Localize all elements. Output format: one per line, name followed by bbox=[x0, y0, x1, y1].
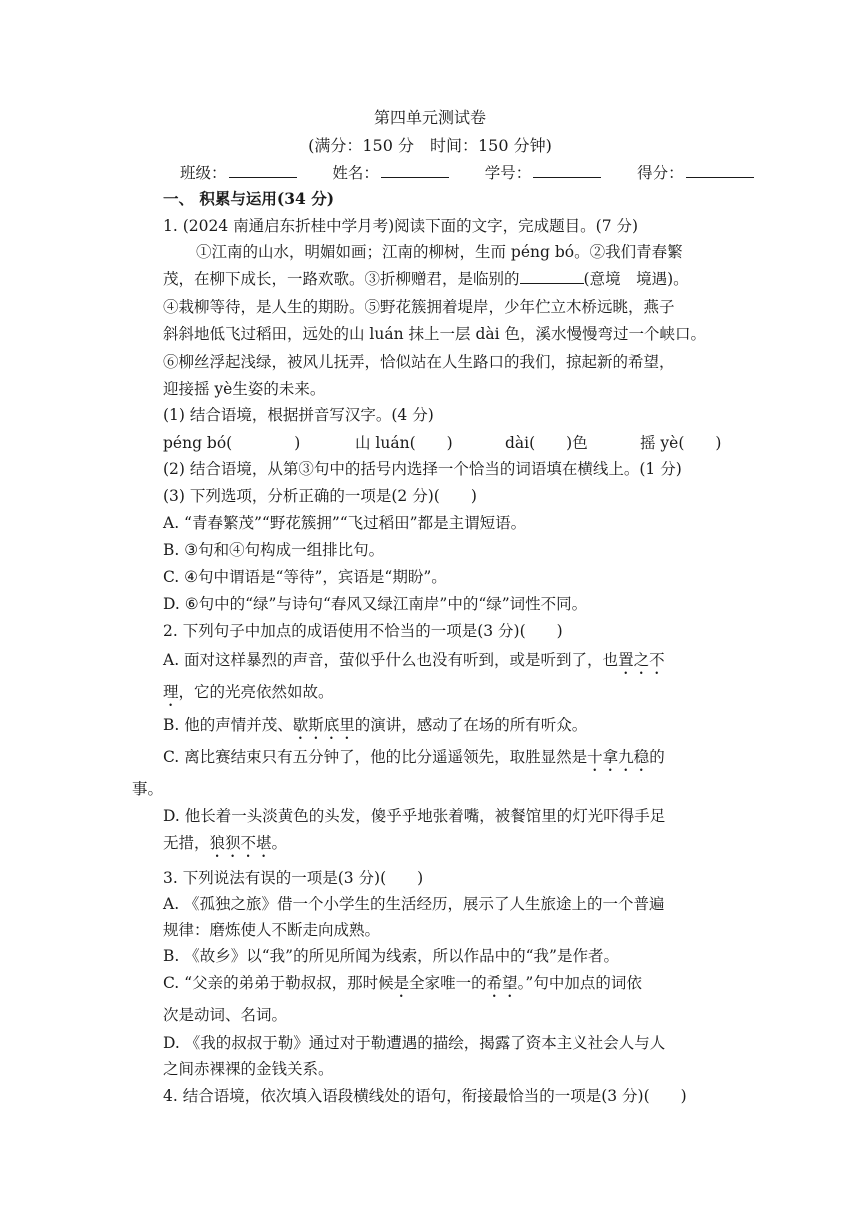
option-text: 。 bbox=[271, 834, 288, 852]
option-text: 。”句中加点的词依 bbox=[517, 974, 642, 992]
q1-passage-line: ⑥柳丝浮起浅绿，被风儿抚弄，恰似站在人生路口的我们，掠起新的希望， bbox=[163, 353, 675, 371]
q1-sub3: (3) 下列选项，分析正确的一项是(2 分)( ) bbox=[163, 487, 477, 505]
q1-passage-line: 斜斜地低飞过稻田，远处的山 luán 抹上一层 dài 色，溪水慢慢弯过一个峡口。 bbox=[163, 325, 706, 343]
answer-blank[interactable] bbox=[520, 268, 584, 284]
option-text: 的 bbox=[649, 748, 665, 766]
option-c-cont: 事。 bbox=[132, 780, 164, 798]
dotted-idiom: 理 bbox=[163, 683, 179, 701]
passage-text: (意境 境遇)。 bbox=[583, 270, 689, 288]
pinyin-item: péng bó( ) bbox=[163, 434, 301, 452]
q1-sub1: (1) 结合语境，根据拼音写汉字。(4 分) bbox=[163, 406, 434, 424]
dotted-idiom: 置之不 bbox=[618, 651, 665, 669]
option-c-cont: 次是动词、名词。 bbox=[163, 1006, 288, 1024]
exam-subtitle: (满分：150 分 时间：150 分钟) bbox=[308, 136, 552, 155]
dotted-word: 希望 bbox=[486, 974, 518, 992]
dotted-idiom: 十拿九稳 bbox=[587, 748, 650, 766]
class-field[interactable] bbox=[229, 162, 297, 178]
q1-passage-line: ①江南的山水，明媚如画；江南的柳树，生而 péng bó。②我们青春繁 bbox=[196, 243, 683, 261]
option-d-cont bbox=[163, 831, 287, 861]
score-label: 得分： bbox=[637, 164, 684, 182]
q3-stem: 3. 下列说法有误的一项是(3 分)( ) bbox=[163, 869, 424, 887]
option-d: D. 《我的叔叔于勒》通过对于勒遭遇的描绘，揭露了资本主义社会人与人 bbox=[163, 1034, 666, 1052]
name-label: 姓名： bbox=[332, 164, 379, 182]
option-text: 全家唯一的 bbox=[409, 974, 487, 992]
pinyin-item: dài( )色 bbox=[505, 434, 588, 452]
q1-passage-line: 迎接摇 yè生姿的未来。 bbox=[163, 380, 326, 398]
dotted-word: 是 bbox=[393, 974, 410, 992]
option-a: A. 《孤独之旅》借一个小学生的生活经历，展示了人生旅途上的一个普遍 bbox=[163, 895, 665, 913]
id-label: 学号： bbox=[484, 164, 532, 182]
dotted-idiom: 狼狈不堪 bbox=[209, 834, 272, 852]
option-a-cont: 规律：磨炼使人不断走向成熟。 bbox=[163, 921, 381, 939]
student-info-row bbox=[180, 161, 754, 185]
option-a: A. “青春繁茂”“野花簇拥”“飞过稻田”都是主谓短语。 bbox=[163, 514, 527, 532]
score-field[interactable] bbox=[686, 162, 754, 178]
option-text: C. “父亲的弟弟于勒叔叔，那时候 bbox=[163, 974, 394, 992]
q1-passage-line bbox=[163, 267, 689, 291]
option-d: D. 他长着一头淡黄色的头发，傻乎乎地张着嘴，被餐馆里的灯光吓得手足 bbox=[163, 807, 666, 825]
option-c bbox=[163, 745, 665, 775]
option-a-cont bbox=[163, 680, 334, 710]
option-text: 的演讲，感动了在场的所有听众。 bbox=[354, 716, 588, 734]
id-field[interactable] bbox=[533, 162, 601, 178]
option-text: A. 面对这样暴烈的声音，萤似乎什么也没有听到，或是听到了，也 bbox=[163, 651, 619, 669]
pinyin-item: 山 luán( ) bbox=[355, 434, 453, 452]
option-d-cont: 之间赤裸裸的金钱关系。 bbox=[163, 1060, 334, 1078]
option-text: C. 离比赛结束只有五分钟了，他的比分遥遥领先，取胜显然是 bbox=[163, 748, 588, 766]
class-label: 班级： bbox=[180, 164, 227, 182]
page-title: 第四单元测试卷 bbox=[373, 108, 486, 127]
q1-sub2: (2) 结合语境，从第③句中的括号内选择一个恰当的词语填在横线上。(1 分) bbox=[163, 460, 682, 478]
option-text: ，它的光亮依然如故。 bbox=[178, 683, 334, 701]
section-heading: 一、 积累与运用(34 分) bbox=[163, 189, 335, 208]
q1-stem: 1. (2024 南通启东折桂中学月考)阅读下面的文字，完成题目。(7 分) bbox=[163, 217, 639, 235]
option-b: B. 《故乡》以“我”的所见所闻为线索，所以作品中的“我”是作者。 bbox=[163, 947, 619, 965]
option-d: D. ⑥句中的“绿”与诗句“春风又绿江南岸”中的“绿”词性不同。 bbox=[163, 595, 588, 613]
option-b bbox=[163, 713, 587, 743]
q1-passage-line: ④栽柳等待，是人生的期盼。⑤野花簇拥着堤岸，少年伫立木桥远眺，燕子 bbox=[163, 298, 675, 316]
option-text: 无措， bbox=[163, 834, 210, 852]
dotted-idiom: 歇斯底里 bbox=[292, 716, 355, 734]
option-c bbox=[163, 971, 642, 1001]
pinyin-item: 摇 yè( ) bbox=[640, 434, 722, 452]
option-c: C. ④句中谓语是“等待”，宾语是“期盼”。 bbox=[163, 568, 447, 586]
name-field[interactable] bbox=[381, 162, 449, 178]
q4-stem: 4. 结合语境，依次填入语段横线处的语句，衔接最恰当的一项是(3 分)( ) bbox=[163, 1087, 687, 1105]
option-b: B. ③句和④句构成一组排比句。 bbox=[163, 541, 385, 559]
option-text: B. 他的声情并茂、 bbox=[163, 716, 293, 734]
q2-stem: 2. 下列句子中加点的成语使用不恰当的一项是(3 分)( ) bbox=[163, 622, 563, 640]
passage-text: 茂，在柳下成长，一路欢歌。③折柳赠君，是临别的 bbox=[163, 270, 520, 288]
option-a bbox=[163, 648, 665, 678]
